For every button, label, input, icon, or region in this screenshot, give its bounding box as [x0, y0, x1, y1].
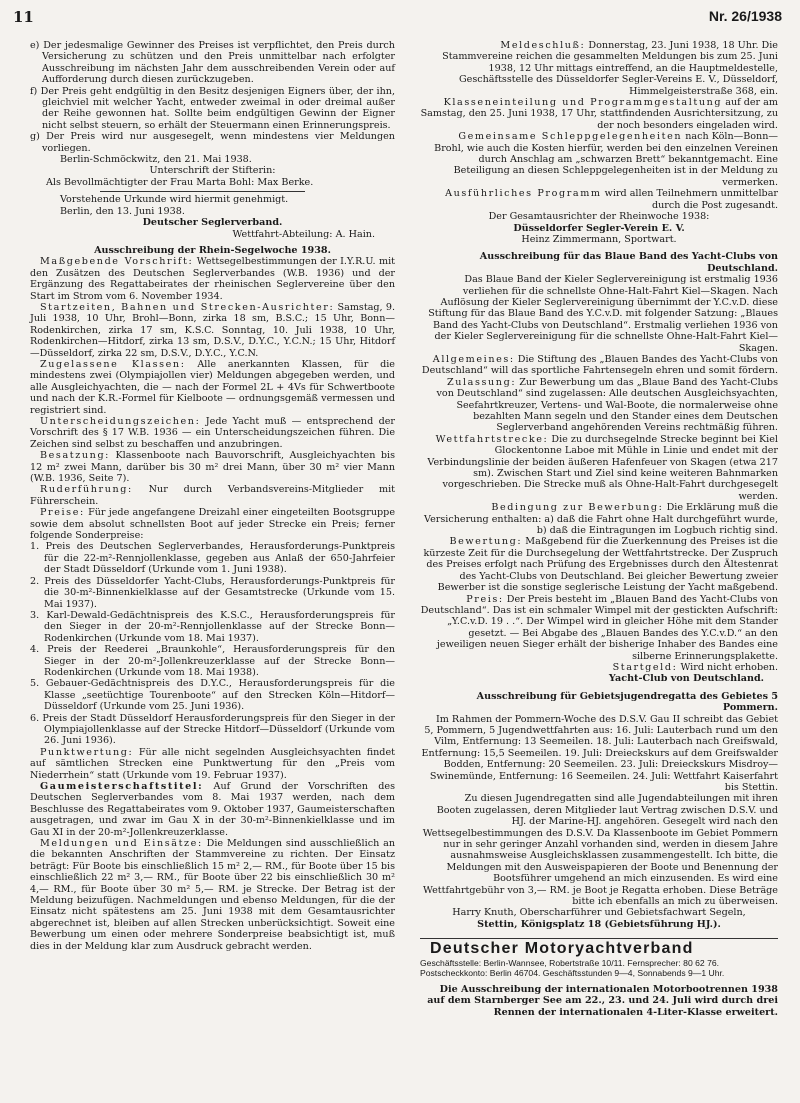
band-p6-head: Bewertung: — [449, 536, 523, 548]
blaues-band-title: Ausschreibung für das Blaue Band des Yacht-Clubs von Deutschland. — [479, 251, 778, 274]
band-p4: Die zu durchsegelnde Strecke beginnt bei Kiel Glockentonne Laboe mit Mühle in Linie und endet mit der Verbindungslinie der beiden äußeren Hafenfeuer von Skagen (etwa 217 sm). Zwischen Start und Ziel sind keine weiteren Bahnmarken vorgeschrieben. Die Strecke muß als Ohne-Halt-Fahrt durchgesegelt werden. — [427, 433, 778, 502]
programm-text: wird allen Teilnehmern unmittelbar durch die Post zugesandt. — [601, 188, 778, 211]
band-p3-head: Zulassung: — [446, 376, 517, 388]
rheinwoche-sig-3: Heinz Zimmermann, Sportwart. — [521, 233, 677, 245]
band-p8-head: Startgeld: — [612, 661, 678, 673]
signature-line: Als Bevollmächtigter der Frau Marta Bohl: Max Berke. — [46, 176, 314, 188]
prize-4: 4. Preis der Reederei „Braunkohle“, Herausforderungspreis für den Sieger in der 20-m²-Jollenkreuzerklasse auf der Strecke Bonn—Rodenkirchen (Urkunde vom 18. Mai 1938). — [30, 644, 395, 678]
rhein-p5: Klassenboote nach Bauvorschrift, Ausgleichyachten bis 12 m² zwei Mann, darüber bis 30 m² drei Mann, über 30 m² vier Mann (W.B. 1936, Seite 7). — [30, 450, 395, 485]
prize-5: 5. Gebauer-Gedächtnispreis des D.Y.C., Herausforderungspreis für die Klasse „seetüchtige Tourenboote“ auf den Strecken Köln—Hitdorf—Düsseldorf (Urkunde vom 25. Juni 1936). — [30, 678, 395, 713]
band-p7: Der Preis besteht im „Blauen Band des Yacht-Clubs von Deutschland“. Das ist ein schmaler Wimpel mit der gestickten Aufschrift: „Y.C.v.D. 19 . .“. Der Wimpel wird in gleicher Höhe mit dem Stander gesetzt. — Bei Abgabe des „Blauen Bandes des Y.C.v.D.“ an den jeweiligen neuen Sieger erhält der bisherige Inhaber des Bandes eine silberne Erinnerungsplakette. — [420, 593, 778, 662]
rule-e: e) Der jedesmalige Gewinner des Preises ist verpflichtet, den Preis durch Versicherung zu schützen und den Preis unmittelbar nach erfolgter Ausschreibung im nächsten Jahr dem ausschreibenden Verein oder auf Aufforderung durch diesen zurückzugeben. — [30, 40, 395, 86]
rhein-p2-head: Startzeiten, Bahnen und Strecken-Ausrichter: — [40, 301, 335, 313]
rhein-p6-head: Ruderführung: — [40, 484, 133, 496]
jugendregatta-sig-1: Harry Knuth, Oberscharführer und Gebietsfachwart Segeln, — [452, 907, 746, 919]
jugendregatta-p1: Im Rahmen der Pommern-Woche des D.S.V. Gau II schreibt das Gebiet 5, Pommern, 5 Jugendwettfahrten aus: 16. Juli: Lauterbach rund um den Vilm, Entfernung: 13 Seemeilen. 18. Juli: Lauterbach nach Greifswald, Entfernung: 15,5 Seemeilen. 19. Juli: Dreieckskurs auf dem Greifswalder Bodden, Entfernung: 20 Seemeilen. 23. Juli: Dreieckskurs Misdroy—Swinemünde, Entfernung: 16 Seemeilen. 24. Juli: Wettfahrt Kaiserfahrt bis Stettin. — [421, 713, 778, 793]
rhein-p4-head: Unterscheidungszeichen: — [40, 416, 201, 427]
rhein-p7-head: Preise: — [40, 507, 85, 519]
klasseneinteilung-head: Klasseneinteilung und Programmgestaltung — [443, 97, 723, 109]
rhein-p10: Die Meldungen sind ausschließlich an die bekannten Anschriften der Stammvereine zu richten. Der Einsatz beträgt: Für Boote bis einschließlich 15 m² 2,— RM., für Boote über 15 bis einschließlich 22 m² 3,— RM., für Boote über 22 bis einschließlich 30 m² 4,— RM., für Boote über 30 m² 5,— RM. je Strecke. Der Betrag ist der Meldung beizufügen. Nachmeldungen und ebenso Meldungen, für die der Einsatz nicht spätestens am 25. Juni 1938 mit dem Gesamtausrichter abgerechnet ist, bleiben auf allen Strecken unberücksichtigt. Soweit eine Bewerbung um einen oder mehrere Sonderpreise beabsichtigt ist, muß dies in der Meldung klar zum Ausdruck gebracht werden. — [30, 838, 395, 952]
dmyv-address-2: Postscheckkonto: Berlin 46704. Geschäftsstunden 9—4, Sonnabends 9—1 Uhr. — [420, 968, 725, 979]
rhein-p5-head: Besatzung: — [40, 450, 111, 462]
right-column — [420, 40, 778, 1018]
rhein-p3: Alle anerkannten Klassen, für die mindestens zwei (Olympiajollen vier) Meldungen abgegeben werden, und alle Ausgleichyachten, die — nach der Formel 2L + 4Vs für Schwertboote und nach der K.R.-Formel für Kielboote — ordnungsgemäß vermessen und registriert sind. — [30, 358, 395, 416]
rhein-p10-head: Meldungen und Einsätze: — [40, 838, 203, 850]
schlepp-head: Gemeinsame Schleppgelegenheiten — [458, 131, 683, 143]
dmyv-announcement: Die Ausschreibung der internationalen Motorbootrennen 1938 auf dem Starnberger See am 22., 23. und 24. Juli wird durch drei Rennen der internationalen 4-Liter-Klasse erweitert. — [427, 983, 778, 1018]
rhein-p7: Für jede angefangene Dreizahl einer eingeteilten Bootsgruppe sowie dem absolut schnellsten Boot auf jeder Strecke ein Preis; ferner folgende Sonderpreise: — [30, 507, 395, 542]
rhein-p9-head: Gaumeisterschaftstitel: — [40, 781, 204, 792]
jugendregatta-sig-2: Stettin, Königsplatz 18 (Gebietsführung HJ.). — [477, 918, 721, 930]
band-p5: Die Erklärung muß die Versicherung enthalten: a) daß die Fahrt ohne Halt durchgeführt wurde, b) daß die Eintragungen im Logbuch richtig sind. — [424, 502, 778, 537]
place-date: Berlin-Schmöckwitz, den 21. Mai 1938. — [60, 154, 252, 166]
rhein-p6: Nur durch Verbandsvereins-Mitglieder mit Führerschein. — [30, 484, 395, 507]
rule-g: g) Der Preis wird nur ausgesegelt, wenn mindestens vier Meldungen vorliegen. — [30, 131, 395, 154]
meldeschluss-head: Meldeschluß: — [500, 40, 586, 51]
jugendregatta-p2: Zu diesen Jugendregatten sind alle Jugendabteilungen mit ihren Booten zugelassen, deren Mitglieder laut Vertrag zwischen D.S.V. und HJ. der Marine-HJ. angehören. Gesegelt wird nach den Wettsegelbestimmungen des D.S.V. Da Klassenboote im Gebiet Pommern nur in sehr geringer Anzahl vorhanden sind, werden in diesem Jahre ausnahmsweise Ausgleichsklassen zusammengestellt. Ich bitte, die Meldungen mit den Ausweispapieren der Boote und Benennung der Bootsführer umgehend an mich einzusenden. Es wird eine Wettfahrtgebühr von 3,— RM. je Boot je Regatta erhoben. Diese Beträge bitte ich ebenfalls an mich zu überweisen. — [422, 793, 778, 908]
section-divider — [420, 938, 778, 939]
band-p7-head: Preis: — [466, 593, 504, 605]
left-column — [30, 40, 395, 952]
rhein-p3-head: Zugelassene Klassen: — [40, 358, 186, 370]
rule-f: f) Der Preis geht endgültig in den Besitz desjenigen Eigners über, der ihn, gleichviel mit welcher Yacht, entweder zweimal in oder dreimal außer der Reihe gewonnen hat. Sollte beim endgültigen Gewinn der Eigner nicht selbst steuern, so erhält der Steuermann einen Erinnerungspreis. — [30, 85, 395, 131]
approval-text: Vorstehende Urkunde wird hiermit genehmigt. — [60, 194, 289, 206]
band-signature: Yacht-Club von Deutschland. — [608, 673, 764, 685]
rhein-title: Ausschreibung der Rhein-Segelwoche 1938. — [94, 244, 331, 256]
rhein-p1: Wettsegelbestimmungen der I.Y.R.U. mit den Zusätzen des Deutschen Seglerverbandes (W.B. 1936) und der Ergänzung des Regattabeirates der rheinischen Seglervereine über den Start im Strom vom 6. November 1934. — [30, 256, 396, 302]
meldeschluss-text: Donnerstag, 23. Juni 1938, 18 Uhr. Die Stammvereine reichen die gesammelten Meldungen bis zum 25. Juni 1938, 12 Uhr mittags eintreffend, an die Hauptmeldestelle, Geschäftsstelle des Düsseldorfer Segler-Vereins E. V., Düsseldorf, Himmelgeisterstraße 368, ein. — [442, 40, 778, 97]
blaues-band-p1: Das Blaue Band der Kieler Seglervereinigung ist erstmalig 1936 verliehen für die schnellste Ohne-Halt-Fahrt Kiel—Skagen. Nach Auflösung der Kieler Seglervereinigung übernimmt der Y.C.v.D. diese Stiftung für das Blaue Band des Y.C.v.D. mit folgender Satzung: „Blaues Band des Yacht-Clubs von Deutschland“. Erstmalig verliehen 1936 von der Kieler Seglervereinigung für die schnellste Ohne-Halt-Fahrt Kiel—Skagen. — [428, 274, 778, 354]
rhein-p8: Für alle nicht segelnden Ausgleichsyachten findet auf sämtlichen Strecken eine Punktwertung für den „Preis vom Niederrhein“ statt (Urkunde vom 19. Februar 1937). — [30, 746, 395, 781]
signature-title: Unterschrift der Stifterin: — [149, 165, 276, 177]
rhein-p8-head: Punktwertung: — [40, 746, 134, 758]
rhein-p4: Jede Yacht muß — entsprechend der Vorschrift des § 17 W.B. 1936 — ein Unterscheidungszeichen führen. Die Zeichen sind selbst zu beschaffen und anzubringen. — [30, 416, 395, 450]
approval-date: Berlin, den 13. Juni 1938. — [60, 205, 185, 217]
programm-head: Ausführliches Programm — [445, 188, 602, 200]
issue-number: Nr. 26/1938 — [708, 8, 782, 24]
divider — [100, 191, 305, 192]
jugendregatta-title: Ausschreibung für Gebietsjugendregatta des Gebietes 5 Pommern. — [476, 690, 778, 714]
band-p8: Wird nicht erhoben. — [677, 661, 778, 673]
dmyv-address-1: Geschäftsstelle: Berlin-Wannsee, Robertstraße 10/11. Fernsprecher: 80 62 76. — [420, 957, 720, 968]
band-p5-head: Bedingung zur Bewerbung: — [491, 502, 664, 514]
wettfahrt-abteilung: Wettfahrt-Abteilung: A. Hain. — [232, 228, 375, 240]
dsv-name: Deutscher Seglerverband. — [142, 217, 283, 229]
rhein-p9: Auf Grund der Vorschriften des Deutschen Seglerverbandes vom 8. Mai 1937 werden, nach dem Beschlusse des Regattabeirates vom 9. Oktober 1937, Gaumeisterschaften ausgetragen, und zwar im Gau X in der 30-m²-Binnenkielklasse und im Gau XI in der 20-m²-Jollenkreuzerklasse. — [30, 781, 395, 838]
prize-2: 2. Preis des Düsseldorfer Yacht-Clubs, Herausforderungs-Punktpreis für die 30-m²-Binnenkielklasse auf der Gesamtstrecke (Urkunde vom 15. Mai 1937). — [30, 575, 395, 610]
rhein-p1-head: Maßgebende Vorschrift: — [40, 256, 194, 268]
dmyv-title: Deutscher Motoryachtverband — [430, 940, 694, 958]
rheinwoche-sig-1: Der Gesamtausrichter der Rheinwoche 1938: — [488, 211, 710, 223]
page-number: 11 — [13, 8, 34, 26]
schlepp-text: nach Köln—Bonn—Brohl, wie auch die Kosten hierfür, werden bei den einzelnen Vereinen durch Anschlag am „schwarzen Brett“ bekanntgemacht. Eine Beteiligung an diesen Schleppgelegenheiten ist in der Meldung zu vermerken. — [434, 131, 778, 188]
rhein-p2: Samstag, 9. Juli 1938, 10 Uhr, Brohl—Bonn, zirka 18 sm, B.S.C.; 15 Uhr, Bonn—Rodenkirchen, zirka 17 sm, K.S.C. Sonntag, 10. Juli 1938, 10 Uhr, Rodenkirchen—Hitdorf, zirka 13 sm, D.S.V., D.Y.C., Y.C.N.; 15 Uhr, Hitdorf—Düsseldorf, zirka 22 sm, D.S.V., D.Y.C., Y.C.N. — [30, 301, 395, 359]
band-p2-head: Allgemeines: — [432, 353, 515, 365]
prize-6: 6. Preis der Stadt Düsseldorf Herausforderungspreis für den Sieger in der Olympiajollenklasse auf der Strecke Hitdorf—Düsseldorf (Urkunde vom 26. Juni 1936). — [30, 712, 395, 747]
prize-3: 3. Karl-Dewald-Gedächtnispreis des K.S.C., Herausforderungspreis für den Sieger in der 20-m²-Rennjollenklasse auf der Strecke Bonn—Rodenkirchen (Urkunde vom 18. Mai 1937). — [30, 609, 395, 644]
rheinwoche-sig-2: Düsseldorfer Segler-Verein E. V. — [513, 222, 685, 234]
band-p4-head: Wettfahrtstrecke: — [435, 433, 549, 445]
band-p3: Zur Bewerbung um das „Blaue Band des Yacht-Clubs von Deutschland“ sind zugelassen: Alle deutschen Ausgleichsyachten, Seefahrtkreuzer, Vertens- und Wal-Boote, die normalerweise ohne bezahlten Mann segeln und den Stander eines dem Deutschen Seglerverband angehörenden Vereins rechtmäßig führen. — [436, 376, 778, 434]
band-p2: Die Stiftung des „Blauen Bandes des Yacht-Clubs von Deutschland“ will das sportliche Fahrtensegeln ehren und somit fördern. — [421, 353, 778, 377]
klasseneinteilung-text: auf der am Samstag, den 25. Juni 1938, 17 Uhr, stattfindenden Ausrichtersitzung, zu der noch besonders eingeladen wird. — [420, 97, 778, 131]
band-p6: Maßgebend für die Zuerkennung des Preises ist die kürzeste Zeit für die Durchsegelung der Wettfahrtstrecke. Der Zuspruch des Preises erfolgt nach Prüfung des Ergebnisses durch den Ältestenrat des Yacht-Clubs von Deutschland. Bei gleicher Bewertung zweier Bewerber ist die sonstige seglerische Leistung der Yacht maßgebend. — [423, 536, 778, 594]
prize-1: 1. Preis des Deutschen Seglerverbandes, Herausforderungs-Punktpreis für die 22-m²-Rennjollenklasse, gegeben aus Anlaß der 650-Jahrfeier der Stadt Düsseldorf (Urkunde vom 1. Juni 1938). — [30, 541, 395, 576]
